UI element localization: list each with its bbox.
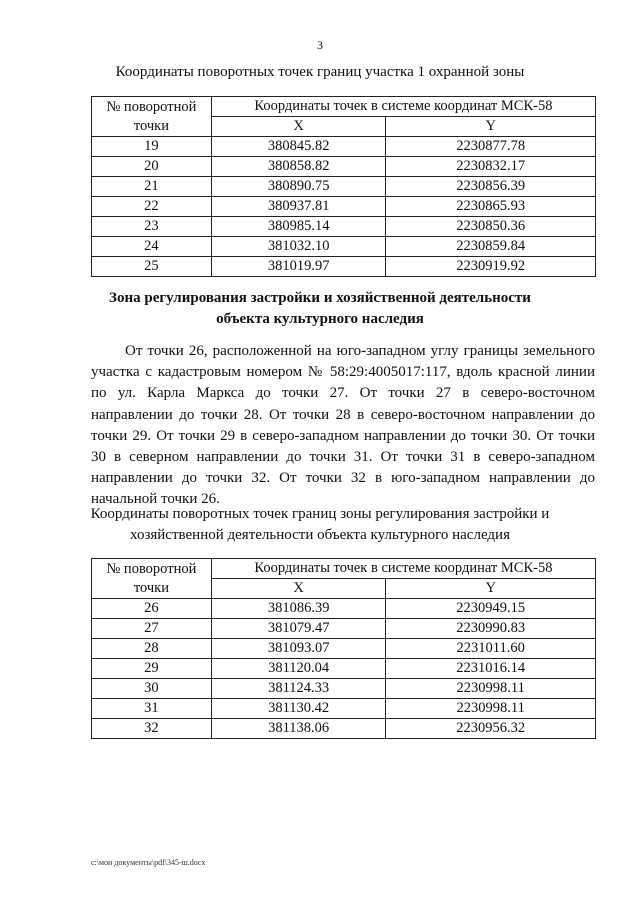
header-point-number: № поворотной точки	[92, 559, 212, 599]
x-coordinate-cell: 380937.81	[211, 197, 386, 217]
point-number-cell: 28	[92, 639, 212, 659]
x-coordinate-cell: 380890.75	[211, 177, 386, 197]
table-row	[92, 237, 596, 257]
x-coordinate-cell: 381079.47	[211, 619, 386, 639]
table-row	[92, 257, 596, 277]
table-row	[92, 197, 596, 217]
table-row	[92, 619, 596, 639]
table2-caption	[60, 504, 580, 546]
zone-heading-line2: объекта культурного наследия	[216, 311, 424, 327]
table-row	[92, 177, 596, 197]
point-number-cell: 20	[92, 157, 212, 177]
header-y: Y	[386, 579, 596, 599]
y-coordinate-cell: 2230949.15	[386, 599, 596, 619]
coordinates-table-2	[91, 558, 596, 739]
point-number-cell: 31	[92, 699, 212, 719]
point-number-cell: 21	[92, 177, 212, 197]
y-coordinate-cell: 2230850.36	[386, 217, 596, 237]
table-row	[92, 699, 596, 719]
header-point-number: № поворотной точки	[92, 97, 212, 137]
point-number-cell: 22	[92, 197, 212, 217]
x-coordinate-cell: 381086.39	[211, 599, 386, 619]
table-row	[92, 659, 596, 679]
table2-caption-line2: хозяйственной деятельности объекта культурного наследия	[130, 527, 510, 543]
x-coordinate-cell: 381093.07	[211, 639, 386, 659]
y-coordinate-cell: 2230919.92	[386, 257, 596, 277]
header-x: X	[211, 117, 386, 137]
table1-caption: Координаты поворотных точек границ участка 1 охранной зоны	[115, 64, 525, 80]
file-path-footer: c:\мои документы\pdf\345-ш.docx	[91, 858, 206, 867]
table-row	[92, 719, 596, 739]
y-coordinate-cell: 2230856.39	[386, 177, 596, 197]
y-coordinate-cell: 2230859.84	[386, 237, 596, 257]
point-number-cell: 19	[92, 137, 212, 157]
table-row	[92, 679, 596, 699]
point-number-cell: 26	[92, 599, 212, 619]
point-number-cell: 32	[92, 719, 212, 739]
x-coordinate-cell: 381019.97	[211, 257, 386, 277]
table2-caption-line1: Координаты поворотных точек границ зоны регулирования застройки и	[90, 506, 550, 522]
x-coordinate-cell: 381032.10	[211, 237, 386, 257]
point-number-cell: 24	[92, 237, 212, 257]
table-row	[92, 137, 596, 157]
y-coordinate-cell: 2231011.60	[386, 639, 596, 659]
coordinates-table-1	[91, 96, 596, 277]
x-coordinate-cell: 380858.82	[211, 157, 386, 177]
point-number-cell: 25	[92, 257, 212, 277]
y-coordinate-cell: 2230877.78	[386, 137, 596, 157]
y-coordinate-cell: 2230990.83	[386, 619, 596, 639]
header-coordinates: Координаты точек в системе координат МСК-58	[211, 559, 595, 579]
y-coordinate-cell: 2231016.14	[386, 659, 596, 679]
x-coordinate-cell: 381120.04	[211, 659, 386, 679]
header-coordinates: Координаты точек в системе координат МСК-58	[211, 97, 595, 117]
table-row	[92, 217, 596, 237]
x-coordinate-cell: 380845.82	[211, 137, 386, 157]
zone-heading-line1: Зона регулирования застройки и хозяйственной деятельности	[109, 290, 531, 306]
x-coordinate-cell: 380985.14	[211, 217, 386, 237]
point-number-cell: 29	[92, 659, 212, 679]
y-coordinate-cell: 2230998.11	[386, 679, 596, 699]
header-y: Y	[386, 117, 596, 137]
zone-description: От точки 26, расположенной на юго-западном углу границы земельного участка с кадастровым номером № 58:29:4005017:117, вдоль красной линии по ул. Карла Маркса до точки 27. От точки 27 в северо-восточном направлении до точки 28. От точки 28 в северо-восточном направлении до точки 29. От точки 29 в северо-западном направлении до точки 30. От точки 30 в северном направлении до точки 31. От точки 31 в северо-западном направлении до точки 32. От точки 32 в юго-западном направлении до начальной точки 26.	[91, 343, 595, 508]
x-coordinate-cell: 381138.06	[211, 719, 386, 739]
y-coordinate-cell: 2230865.93	[386, 197, 596, 217]
y-coordinate-cell: 2230956.32	[386, 719, 596, 739]
x-coordinate-cell: 381130.42	[211, 699, 386, 719]
header-x: X	[211, 579, 386, 599]
table-row	[92, 157, 596, 177]
x-coordinate-cell: 381124.33	[211, 679, 386, 699]
y-coordinate-cell: 2230832.17	[386, 157, 596, 177]
zone-heading	[60, 288, 580, 330]
point-number-cell: 23	[92, 217, 212, 237]
table-row	[92, 639, 596, 659]
point-number-cell: 30	[92, 679, 212, 699]
page-number: 3	[317, 38, 323, 52]
y-coordinate-cell: 2230998.11	[386, 699, 596, 719]
point-number-cell: 27	[92, 619, 212, 639]
table-row	[92, 599, 596, 619]
